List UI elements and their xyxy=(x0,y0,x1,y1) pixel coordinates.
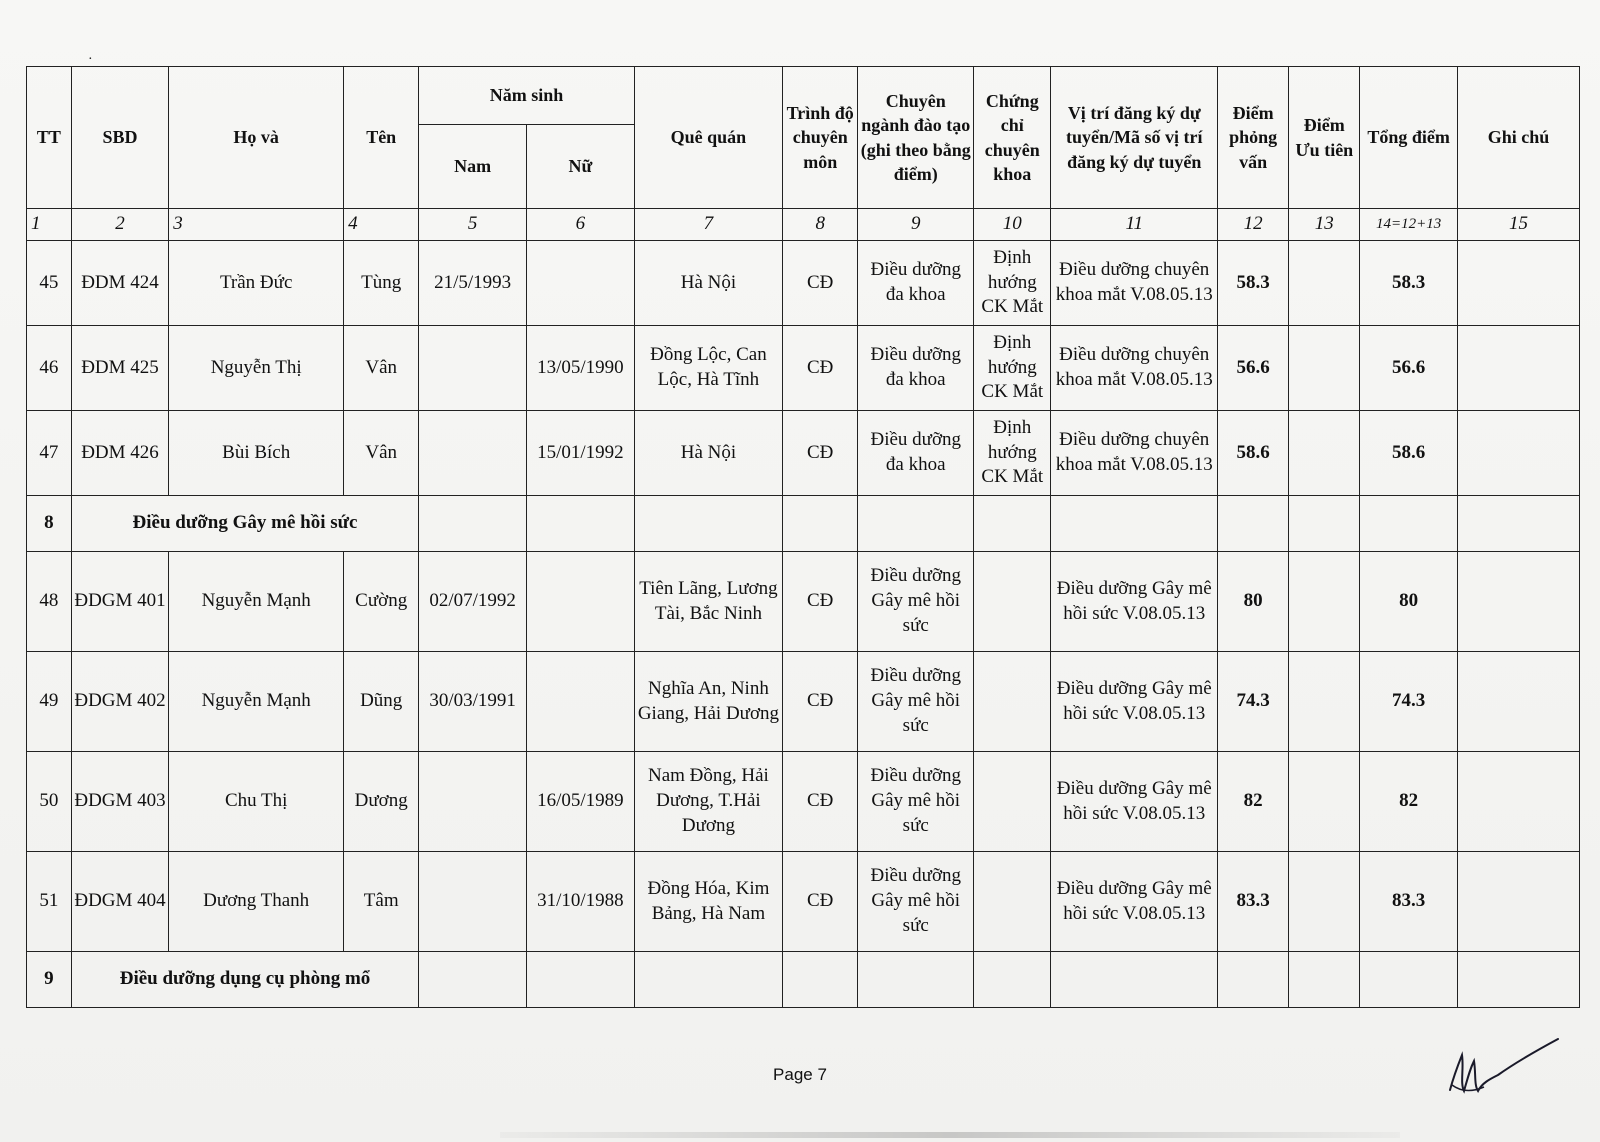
cell-ho: Nguyễn Mạnh xyxy=(169,652,344,752)
cell-tong-diem: 83.3 xyxy=(1360,852,1458,952)
cell-ho: Nguyễn Thị xyxy=(169,326,344,411)
cell-ho: Trần Đức xyxy=(169,241,344,326)
cell-trinh-do: CĐ xyxy=(783,241,858,326)
cell-tt: 47 xyxy=(27,411,72,496)
cell-ho: Nguyễn Mạnh xyxy=(169,552,344,652)
cell-trinh-do: CĐ xyxy=(783,852,858,952)
header-row xyxy=(27,67,1580,125)
col-num-10: 10 xyxy=(974,209,1051,241)
header-diem-uu-tien: Điểm Ưu tiên xyxy=(1289,67,1360,209)
group-title: Điều dưỡng dụng cụ phòng mổ xyxy=(71,952,419,1008)
cell-nam xyxy=(419,752,527,852)
cell-trinh-do: CĐ xyxy=(783,552,858,652)
cell-nu xyxy=(527,552,635,652)
cell-tong-diem: 80 xyxy=(1360,552,1458,652)
cell-diem-uu-tien xyxy=(1289,652,1360,752)
col-num-5: 5 xyxy=(419,209,527,241)
cell-que-quan: Tiên Lãng, Lương Tài, Bắc Ninh xyxy=(634,552,782,652)
group-number: 9 xyxy=(27,952,72,1008)
cell-tong-diem: 82 xyxy=(1360,752,1458,852)
cell-chuyen-nganh: Điều dưỡng Gây mê hồi sức xyxy=(858,852,974,952)
cell-sbd: ĐDM 425 xyxy=(71,326,169,411)
header-que-quan: Quê quán xyxy=(634,67,782,209)
cell-vi-tri: Điều dưỡng chuyên khoa mắt V.08.05.13 xyxy=(1051,411,1218,496)
cell-vi-tri: Điều dưỡng chuyên khoa mắt V.08.05.13 xyxy=(1051,326,1218,411)
cell-diem-phong-van: 58.3 xyxy=(1218,241,1289,326)
header-diem-phong-van: Điểm phỏng vấn xyxy=(1218,67,1289,209)
cell-diem-phong-van: 83.3 xyxy=(1218,852,1289,952)
cell-chuyen-nganh: Điều dưỡng đa khoa xyxy=(858,411,974,496)
cell-ghi-chu xyxy=(1457,852,1579,952)
group-row xyxy=(27,496,1580,552)
cell-ghi-chu xyxy=(1457,326,1579,411)
table-row xyxy=(27,411,1580,496)
table-row xyxy=(27,852,1580,952)
col-num-12: 12 xyxy=(1218,209,1289,241)
cell-chuyen-nganh: Điều dưỡng Gây mê hồi sức xyxy=(858,652,974,752)
header-trinh-do: Trình độ chuyên môn xyxy=(783,67,858,209)
cell-trinh-do: CĐ xyxy=(783,411,858,496)
cell-tt: 45 xyxy=(27,241,72,326)
cell-nu xyxy=(527,241,635,326)
col-num-13: 13 xyxy=(1289,209,1360,241)
cell-ghi-chu xyxy=(1457,652,1579,752)
cell-nam: 21/5/1993 xyxy=(419,241,527,326)
cell-diem-uu-tien xyxy=(1289,326,1360,411)
cell-nam: 30/03/1991 xyxy=(419,652,527,752)
cell-chung-chi xyxy=(974,752,1051,852)
cell-que-quan: Đồng Hóa, Kim Bảng, Hà Nam xyxy=(634,852,782,952)
col-num-6: 6 xyxy=(527,209,635,241)
cell-diem-uu-tien xyxy=(1289,411,1360,496)
cell-trinh-do: CĐ xyxy=(783,326,858,411)
col-num-2: 2 xyxy=(71,209,169,241)
cell-nu: 16/05/1989 xyxy=(527,752,635,852)
col-num-14: 14=12+13 xyxy=(1360,209,1458,241)
header-ghi-chu: Ghi chú xyxy=(1457,67,1579,209)
cell-que-quan: Đồng Lộc, Can Lộc, Hà Tĩnh xyxy=(634,326,782,411)
header-nam-sinh: Năm sinh xyxy=(419,67,634,125)
cell-chung-chi xyxy=(974,852,1051,952)
header-ho-va: Họ và xyxy=(169,67,344,209)
table-row xyxy=(27,552,1580,652)
cell-chuyen-nganh: Điều dưỡng đa khoa xyxy=(858,241,974,326)
group-row xyxy=(27,952,1580,1008)
cell-diem-phong-van: 74.3 xyxy=(1218,652,1289,752)
cell-nu: 31/10/1988 xyxy=(527,852,635,952)
cell-tong-diem: 74.3 xyxy=(1360,652,1458,752)
cell-ten: Vân xyxy=(344,411,419,496)
cell-ghi-chu xyxy=(1457,752,1579,852)
cell-tong-diem: 58.3 xyxy=(1360,241,1458,326)
cell-ho: Chu Thị xyxy=(169,752,344,852)
group-number: 8 xyxy=(27,496,72,552)
cell-nam xyxy=(419,852,527,952)
cell-chung-chi: Định hướng CK Mắt xyxy=(974,411,1051,496)
cell-que-quan: Hà Nội xyxy=(634,411,782,496)
cell-diem-uu-tien xyxy=(1289,241,1360,326)
cell-ten: Dũng xyxy=(344,652,419,752)
cell-diem-uu-tien xyxy=(1289,852,1360,952)
cell-vi-tri: Điều dưỡng Gây mê hồi sức V.08.05.13 xyxy=(1051,752,1218,852)
cell-diem-phong-van: 56.6 xyxy=(1218,326,1289,411)
cell-ho: Bùi Bích xyxy=(169,411,344,496)
cell-chung-chi: Định hướng CK Mắt xyxy=(974,326,1051,411)
col-num-1: 1 xyxy=(27,209,72,241)
col-num-9: 9 xyxy=(858,209,974,241)
cell-chuyen-nganh: Điều dưỡng Gây mê hồi sức xyxy=(858,752,974,852)
table-row xyxy=(27,241,1580,326)
cell-diem-uu-tien xyxy=(1289,752,1360,852)
cell-tong-diem: 58.6 xyxy=(1360,411,1458,496)
cell-vi-tri: Điều dưỡng Gây mê hồi sức V.08.05.13 xyxy=(1051,852,1218,952)
header-nu: Nữ xyxy=(527,125,635,209)
table-row xyxy=(27,752,1580,852)
cell-tong-diem: 56.6 xyxy=(1360,326,1458,411)
cell-tt: 48 xyxy=(27,552,72,652)
cell-nam: 02/07/1992 xyxy=(419,552,527,652)
col-num-4: 4 xyxy=(344,209,419,241)
header-sbd: SBD xyxy=(71,67,169,209)
cell-trinh-do: CĐ xyxy=(783,752,858,852)
cell-tt: 51 xyxy=(27,852,72,952)
cell-diem-uu-tien xyxy=(1289,552,1360,652)
cell-nu: 15/01/1992 xyxy=(527,411,635,496)
header-tong-diem: Tổng điểm xyxy=(1360,67,1458,209)
cell-tt: 46 xyxy=(27,326,72,411)
cell-vi-tri: Điều dưỡng Gây mê hồi sức V.08.05.13 xyxy=(1051,552,1218,652)
cell-sbd: ĐDGM 404 xyxy=(71,852,169,952)
cell-sbd: ĐDGM 402 xyxy=(71,652,169,752)
candidate-table xyxy=(26,66,1580,1008)
cell-trinh-do: CĐ xyxy=(783,652,858,752)
cell-sbd: ĐDM 426 xyxy=(71,411,169,496)
cell-diem-phong-van: 82 xyxy=(1218,752,1289,852)
cell-sbd: ĐDM 424 xyxy=(71,241,169,326)
header-chung-chi: Chứng chỉ chuyên khoa xyxy=(974,67,1051,209)
group-title: Điều dưỡng Gây mê hồi sức xyxy=(71,496,419,552)
cell-diem-phong-van: 80 xyxy=(1218,552,1289,652)
cell-ghi-chu xyxy=(1457,411,1579,496)
cell-sbd: ĐDGM 403 xyxy=(71,752,169,852)
cell-ten: Cường xyxy=(344,552,419,652)
signature-mark xyxy=(1440,1035,1570,1105)
cell-nam xyxy=(419,411,527,496)
cell-chuyen-nganh: Điều dưỡng Gây mê hồi sức xyxy=(858,552,974,652)
cell-chung-chi: Định hướng CK Mắt xyxy=(974,241,1051,326)
cell-ghi-chu xyxy=(1457,241,1579,326)
cell-vi-tri: Điều dưỡng Gây mê hồi sức V.08.05.13 xyxy=(1051,652,1218,752)
cell-chuyen-nganh: Điều dưỡng đa khoa xyxy=(858,326,974,411)
page-number: Page 7 xyxy=(773,1065,827,1084)
cell-ten: Tùng xyxy=(344,241,419,326)
col-num-11: 11 xyxy=(1051,209,1218,241)
cell-diem-phong-van: 58.6 xyxy=(1218,411,1289,496)
cell-que-quan: Hà Nội xyxy=(634,241,782,326)
scan-edge-shadow xyxy=(500,1132,1400,1138)
cell-ten: Dương xyxy=(344,752,419,852)
col-num-7: 7 xyxy=(634,209,782,241)
cell-que-quan: Nghĩa An, Ninh Giang, Hải Dương xyxy=(634,652,782,752)
header-vi-tri: Vị trí đăng ký dự tuyển/Mã số vị trí đăng ký dự tuyển xyxy=(1051,67,1218,209)
header-nam: Nam xyxy=(419,125,527,209)
header-chuyen-nganh: Chuyên ngành đào tạo (ghi theo bằng điểm) xyxy=(858,67,974,209)
table-row xyxy=(27,326,1580,411)
cell-nam xyxy=(419,326,527,411)
col-num-8: 8 xyxy=(783,209,858,241)
header-tt: TT xyxy=(27,67,72,209)
column-number-row xyxy=(27,209,1580,241)
table-row xyxy=(27,652,1580,752)
header-ten: Tên xyxy=(344,67,419,209)
cell-vi-tri: Điều dưỡng chuyên khoa mắt V.08.05.13 xyxy=(1051,241,1218,326)
cell-ten: Tâm xyxy=(344,852,419,952)
cell-que-quan: Nam Đồng, Hải Dương, T.Hải Dương xyxy=(634,752,782,852)
cell-chung-chi xyxy=(974,652,1051,752)
cell-ho: Dương Thanh xyxy=(169,852,344,952)
cell-tt: 50 xyxy=(27,752,72,852)
cell-nu xyxy=(527,652,635,752)
cell-chung-chi xyxy=(974,552,1051,652)
stray-mark: · xyxy=(88,52,93,67)
cell-ten: Vân xyxy=(344,326,419,411)
cell-sbd: ĐDGM 401 xyxy=(71,552,169,652)
col-num-3: 3 xyxy=(169,209,344,241)
cell-ghi-chu xyxy=(1457,552,1579,652)
cell-tt: 49 xyxy=(27,652,72,752)
cell-nu: 13/05/1990 xyxy=(527,326,635,411)
col-num-15: 15 xyxy=(1457,209,1579,241)
